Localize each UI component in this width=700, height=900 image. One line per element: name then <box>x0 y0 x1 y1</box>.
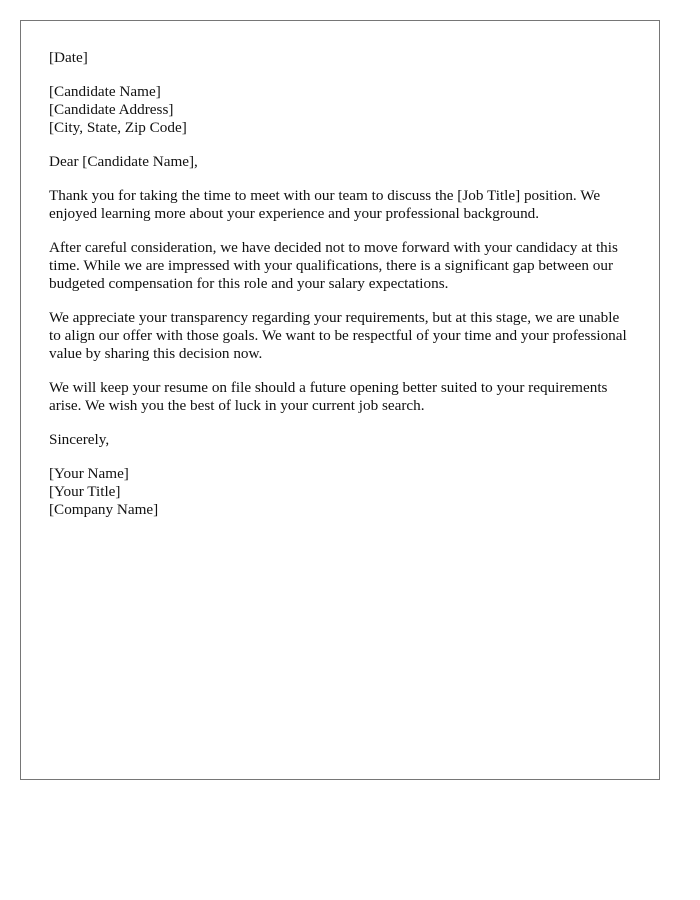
body-paragraph-1: Thank you for taking the time to meet with our team to discuss the [Job Title] position. We enjoyed learning more about your experience and your professional background. <box>49 187 601 222</box>
recipient-city-state-zip: [City, State, Zip Code] <box>49 119 187 136</box>
signature-title: [Your Title] <box>49 483 121 500</box>
body-paragraph-4: We will keep your resume on file should a future opening better suited to your requirements arise. We wish you the best of luck in your current job search. <box>49 379 608 414</box>
letter-page <box>20 20 660 780</box>
recipient-name: [Candidate Name] <box>49 83 161 100</box>
signature-company: [Company Name] <box>49 501 159 518</box>
letter-date: [Date] <box>49 49 88 66</box>
letter-date-block <box>49 49 631 67</box>
closing: Sincerely, <box>49 431 110 448</box>
body-paragraph-3: We appreciate your transparency regarding your requirements, but at this stage, we are unable to align our offer with those goals. We want to be respectful of your time and your professional value by sharing this decision now. <box>49 309 627 362</box>
salutation: Dear [Candidate Name], <box>49 153 198 170</box>
signature-name: [Your Name] <box>49 465 129 482</box>
recipient-block <box>49 83 631 137</box>
recipient-address: [Candidate Address] <box>49 101 174 118</box>
signature-block <box>49 465 631 519</box>
body-paragraph-2: After careful consideration, we have decided not to move forward with your candidacy at this time. While we are impressed with your qualifications, there is a significant gap between our budgeted compensation for this role and your salary expectations. <box>49 239 618 292</box>
